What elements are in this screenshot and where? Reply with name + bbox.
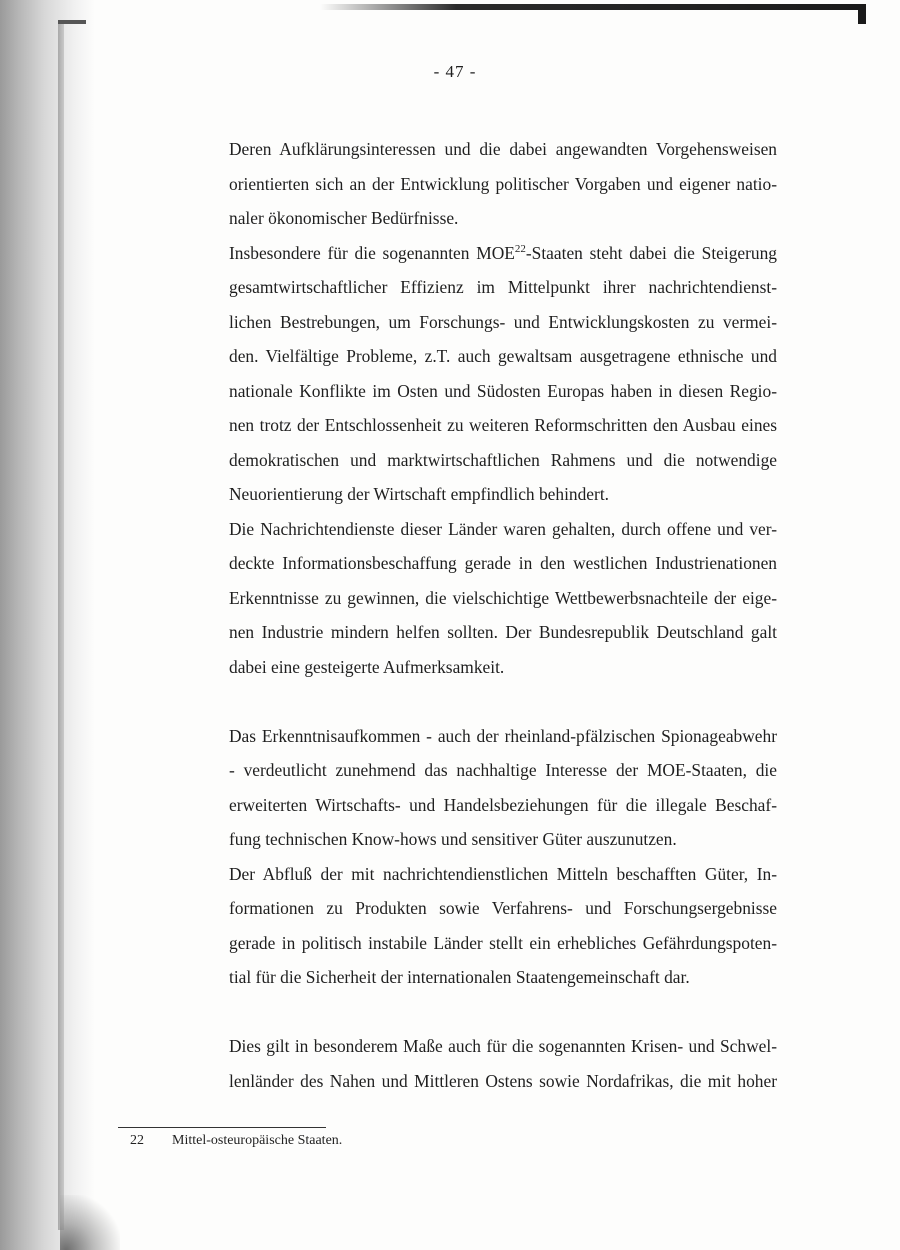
text-line: nen trotz der Entschlossenheit zu weiteren Reformschritten den Ausbau eines	[229, 415, 777, 435]
text-segment: -Staaten steht dabei die Steigerung	[525, 242, 777, 263]
text-line: lichen Bestrebungen, um Forschungs- und Entwicklungskosten zu vermei-	[229, 311, 777, 332]
footnote-reference: 22	[514, 242, 526, 255]
text-line: - verdeutlicht zunehmend das nachhaltige Interesse der MOE-Staaten, die	[229, 760, 777, 780]
text-line: gesamtwirtschaftlicher Effizienz im Mittelpunkt ihrer nachrichtendienst-	[229, 277, 777, 297]
footnote-number: 22	[130, 1133, 144, 1148]
text-line: demokratischen und marktwirtschaftlichen Rahmens und die notwendige	[229, 449, 777, 470]
paragraph	[229, 132, 777, 236]
scan-top-edge	[320, 4, 865, 10]
paragraph-gap	[229, 995, 777, 1030]
paragraph	[229, 512, 777, 685]
binding-edge	[58, 20, 64, 1230]
text-line: erweiterten Wirtschafts- und Handelsbeziehungen für die illegale Beschaf-	[229, 794, 777, 815]
binding-shadow	[0, 0, 95, 1250]
footnote-separator	[118, 1127, 326, 1128]
text-line: fung technischen Know-hows und sensitiver Güter auszunutzen.	[229, 829, 677, 849]
text-line: naler ökonomischer Bedürfnisse.	[229, 208, 459, 228]
text-line: tial für die Sicherheit der internationalen Staatengemeinschaft dar.	[229, 967, 690, 987]
text-line: nationale Konflikte im Osten und Südosten Europas haben in diesen Regio-	[229, 380, 777, 401]
footnote-text: Mittel-osteuropäische Staaten.	[172, 1133, 343, 1148]
text-line: den. Vielfältige Probleme, z.T. auch gewaltsam ausgetragene ethnische und	[229, 346, 777, 366]
text-line: gerade in politisch instabile Länder stellt ein erhebliches Gefährdungspoten-	[229, 932, 777, 953]
text-line: Neuorientierung der Wirtschaft empfindlich behindert.	[229, 484, 609, 504]
paragraph-gap	[229, 684, 777, 719]
body-text	[229, 132, 777, 1098]
text-line: Dies gilt in besonderem Maße auch für die sogenannten Krisen- und Schwel-	[229, 1036, 777, 1056]
text-line: deckte Informationsbeschaffung gerade in den westlichen Industrienationen	[229, 553, 777, 573]
paragraph	[229, 719, 777, 857]
footnote	[130, 1131, 342, 1151]
text-line: formationen zu Produkten sowie Verfahrens- und Forschungsergebnisse	[229, 898, 777, 918]
paragraph	[229, 857, 777, 995]
page-number: - 47 -	[433, 62, 477, 81]
text-line: lenländer des Nahen und Mittleren Ostens sowie Nordafrikas, die mit hoher	[229, 1070, 777, 1091]
text-line	[229, 236, 777, 271]
text-line: Deren Aufklärungsinteressen und die dabei angewandten Vorgehensweisen	[229, 139, 777, 159]
text-line: dabei eine gesteigerte Aufmerksamkeit.	[229, 656, 505, 677]
text-line: nen Industrie mindern helfen sollten. Der Bundesrepublik Deutschland galt	[229, 622, 777, 642]
text-line: Der Abfluß der mit nachrichtendienstlichen Mitteln beschafften Güter, In-	[229, 863, 777, 884]
scan-bottom-shadow	[60, 1195, 120, 1250]
paragraph	[229, 1029, 777, 1098]
paragraph	[229, 236, 777, 512]
text-line: Die Nachrichtendienste dieser Länder waren gehalten, durch offene und ver-	[229, 518, 777, 539]
binding-hook	[58, 20, 86, 24]
text-line: Das Erkenntnisaufkommen - auch der rheinland-pfälzischen Spionageabwehr	[229, 725, 777, 746]
text-segment: Insbesondere für die sogenannten MOE	[229, 242, 515, 263]
text-line: orientierten sich an der Entwicklung politischer Vorgaben und eigener natio-	[229, 173, 777, 194]
scan-right-corner	[858, 4, 866, 24]
text-line: Erkenntnisse zu gewinnen, die vielschichtige Wettbewerbsnachteile der eige-	[229, 587, 777, 608]
